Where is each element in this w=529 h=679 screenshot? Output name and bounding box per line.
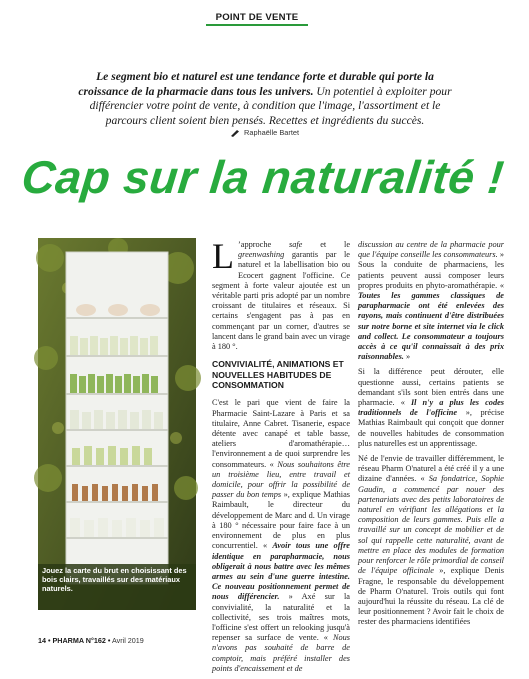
- quote-run: Nous souhaitons être un troisième lieu, entre travail et domicile, pour offrir la possibilité de passer du bon temps: [212, 459, 350, 500]
- quote-run: discussion au centre de la pharmacie pour que l'équipe conseille les consommateurs.: [358, 240, 504, 260]
- author-name: Raphaëlle Bartet: [244, 128, 300, 137]
- text-run: safe: [289, 240, 303, 249]
- text-run: et le: [302, 240, 350, 249]
- quote-run: Avoir tous une offre identique en parapharmacie, nous obligerait à nous battre avec les mêmes armes au sein d'une guerre intestine. Ce nouveau positionnement permet de nous différencier.: [212, 541, 350, 602]
- pen-icon: [230, 129, 240, 137]
- text-run: greenwashing: [238, 250, 285, 260]
- article-column-2: [358, 240, 504, 633]
- text-run: », précise Mathias Raimbault qui conçoit que donner de nouvelles habitudes de consommation plus naturelles est un apprentissage.: [358, 408, 504, 448]
- standfirst-bold: Le segment bio et naturel est une tendance forte et durable qui porte la croissance de la pharmacie dans tous les univers.: [78, 70, 434, 98]
- issue-date: Avril 2019: [110, 636, 144, 645]
- quote-run: Sa fondatrice, Sophie Gaudin, a commencé par nouer des partenariats avec des petits laboratoires de naturel en vérifiant les allégations et la composition de leurs gammes. Puis elle a travaillé sur un concept de mobilier et de sol qui rappelle cette naturalité, avant de mettre en place des modules de formation pour renforcer le rôle primordial de conseil de l'équipe officinale: [358, 474, 504, 576]
- text-run: Si la différence peut dérouter, elle questionne aussi, certains patients se demandant s'ils sont bien entrés dans une pharmacie. «: [358, 367, 504, 408]
- text-run: », explique Mathias Raimbault, le directeur du développement de Marc and d. Un virage à 180 ° nécessaire pour faire face à un environnement de plus en plus concurrentiel. «: [212, 490, 350, 551]
- drop-cap: L: [212, 236, 234, 276]
- quote-run: Il n'y a plus les codes traditionnels de l'officine: [358, 398, 505, 418]
- standfirst-rest: Un potentiel à exploiter pour différencier votre point de vente, à condition que l'image, l'assortiment et le parcours client soient bien pensés. Recettes et ingrédients du succès.: [89, 84, 452, 127]
- body-paragraph: [358, 454, 504, 627]
- section-rubric: [206, 6, 308, 29]
- byline: [230, 128, 299, 137]
- standfirst: [78, 70, 452, 128]
- page-footer: [38, 636, 144, 645]
- folio: 14 • PHARMA N°162 •: [38, 636, 111, 645]
- subheading: CONVIVIALITÉ, ANIMATIONS ET NOUVELLES HABITUDES DE CONSOMMATION: [212, 359, 344, 391]
- headline: Cap sur la naturalité !: [19, 151, 507, 203]
- text-run: », explique Denis Fragne, le responsable du développement de Pharm O'naturel. Trois outils qui font aujourd'hui la réussite du réseau. La clé de leur positionnement ? Avoir fait le choix de rester des pharmaciens identifiées: [358, 566, 505, 627]
- rubric-underline: [206, 24, 308, 26]
- text-run: ’approche: [238, 240, 289, 249]
- text-run: C'est le pari que vient de faire la Pharmacie Saint-Lazare à Paris et sa titulaire, Anne Cabret. Tisanerie, espace détente avec canapé et table basse, ateliers d'aromathérapie… l'environnement a de quoi surprendre les consommateurs. «: [212, 398, 350, 469]
- body-paragraph: [212, 398, 350, 673]
- text-run: » Sous la conduite de pharmaciens, les patients peuvent aussi composer leurs propres produits en phyto-aromathérapie. «: [358, 250, 504, 290]
- rubric-label: POINT DE VENTE: [215, 12, 299, 23]
- text-run: garantis par le naturel et la labellisation bio ou Ecocert gagnent l'officine. Ce segment à forte valeur ajoutée est un véritable parti pris adopté par un nombre croissant de titulaires et réseaux. Si certains s'engagent pas à pas en commençant par un corner, d'autres se lancent dans le grand bain avec un virage à 180 °.: [212, 250, 350, 352]
- intro-paragraph: [212, 236, 350, 352]
- body-paragraph: [358, 240, 504, 362]
- article-column-1: [212, 236, 350, 679]
- store-shelf-photo: [38, 238, 196, 610]
- quote-run: Toutes les gammes classiques de parapharmacie ont été enlevées des rayons, mais continuent d'être distribuées sur notre borne et site internet via le click and collect. Le consommateur a toujours accès à ce qu'il connaissait à des prix raisonnables.: [358, 291, 504, 362]
- body-paragraph: [358, 367, 504, 449]
- text-run: Né de l'envie de travailler différemment, le réseau Pharm O'naturel a été créé il y a une dizaine d'années. «: [358, 454, 504, 484]
- text-run: » Axé sur la convivialité, la naturalité et la collectivité, ses trois maîtres mots, l'officine s'est offert un relooking jusqu'à repenser sa surface de vente. «: [212, 592, 350, 643]
- text-run: »: [403, 352, 411, 362]
- quote-run: Nous n'avons pas souhaité de barre de comptoir, mais préféré installer des points d'encaissement et de: [212, 633, 350, 673]
- photo-caption: Jouez la carte du brut en choisissant des bois clairs, travaillés sur des matériaux naturels.: [42, 566, 187, 594]
